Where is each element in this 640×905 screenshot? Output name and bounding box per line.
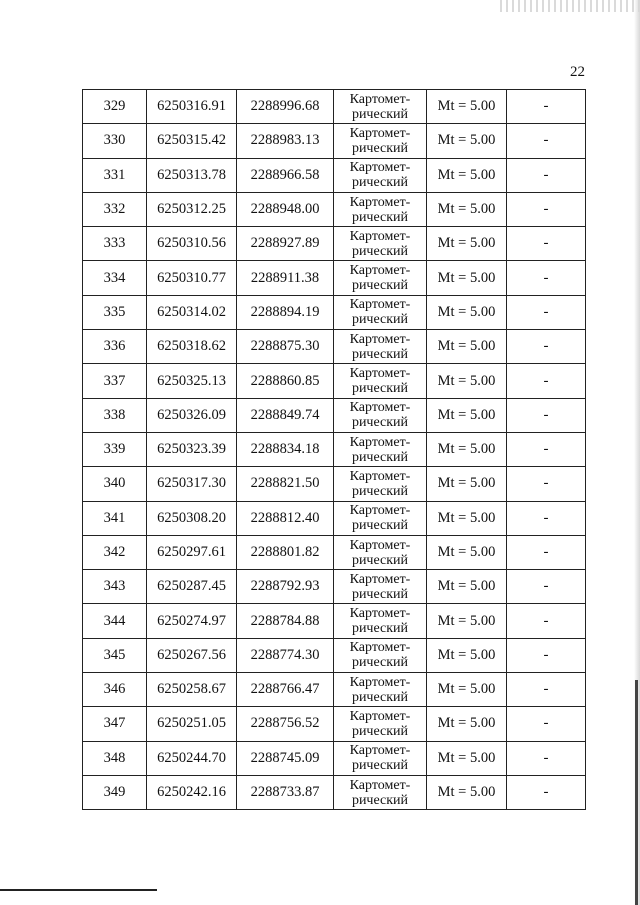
coordinate-x-cell: 6250267.56 — [147, 638, 237, 672]
coordinate-y-cell: 2288774.30 — [237, 638, 334, 672]
method-label-line-2: рический — [351, 758, 409, 774]
table-row — [83, 364, 586, 398]
method-cell — [334, 775, 427, 809]
scan-header-noise — [500, 0, 640, 12]
coordinate-y-cell: 2288849.74 — [237, 398, 334, 432]
method-label-line-2: рический — [351, 140, 409, 156]
coordinate-y-cell: 2288875.30 — [237, 330, 334, 364]
method-cell — [334, 741, 427, 775]
method-label-line-1: Картомет- — [349, 400, 411, 416]
method-label-line-2: рический — [351, 723, 409, 739]
note-cell: - — [507, 158, 586, 192]
note-cell: - — [507, 398, 586, 432]
table-row — [83, 192, 586, 226]
accuracy-cell: Mt = 5.00 — [427, 467, 507, 501]
method-cell — [334, 158, 427, 192]
method-cell — [334, 535, 427, 569]
method-label-line-1: Картомет- — [349, 297, 411, 313]
note-cell: - — [507, 124, 586, 158]
point-number-cell: 346 — [83, 673, 147, 707]
coordinate-x-cell: 6250308.20 — [147, 501, 237, 535]
point-number-cell: 339 — [83, 432, 147, 466]
note-cell: - — [507, 501, 586, 535]
method-label-line-2: рический — [351, 449, 409, 465]
method-cell — [334, 432, 427, 466]
table-row — [83, 227, 586, 261]
coordinate-x-cell: 6250314.02 — [147, 295, 237, 329]
method-label-line-1: Картомет- — [349, 503, 411, 519]
point-number-cell: 349 — [83, 775, 147, 809]
method-label-line-2: рический — [351, 518, 409, 534]
method-label-line-1: Картомет- — [349, 708, 411, 724]
coordinate-y-cell: 2288983.13 — [237, 124, 334, 158]
method-label-line-1: Картомет- — [349, 606, 411, 622]
accuracy-cell: Mt = 5.00 — [427, 398, 507, 432]
coordinate-y-cell: 2288948.00 — [237, 192, 334, 226]
note-cell: - — [507, 467, 586, 501]
point-number-cell: 330 — [83, 124, 147, 158]
method-cell — [334, 364, 427, 398]
coordinate-y-cell: 2288860.85 — [237, 364, 334, 398]
coordinate-y-cell: 2288821.50 — [237, 467, 334, 501]
coordinates-table — [82, 89, 586, 810]
accuracy-cell: Mt = 5.00 — [427, 741, 507, 775]
coordinate-y-cell: 2288911.38 — [237, 261, 334, 295]
accuracy-cell: Mt = 5.00 — [427, 432, 507, 466]
coordinate-x-cell: 6250313.78 — [147, 158, 237, 192]
point-number-cell: 331 — [83, 158, 147, 192]
method-label-line-1: Картомет- — [349, 640, 411, 656]
point-number-cell: 342 — [83, 535, 147, 569]
coordinate-x-cell: 6250251.05 — [147, 707, 237, 741]
note-cell: - — [507, 535, 586, 569]
coordinate-y-cell: 2288996.68 — [237, 90, 334, 124]
method-label-line-2: рический — [351, 175, 409, 191]
method-cell — [334, 90, 427, 124]
method-label-line-2: рический — [351, 346, 409, 362]
method-label-line-1: Картомет- — [349, 571, 411, 587]
method-label-line-1: Картомет- — [349, 160, 411, 176]
accuracy-cell: Mt = 5.00 — [427, 90, 507, 124]
table-row — [83, 467, 586, 501]
accuracy-cell: Mt = 5.00 — [427, 227, 507, 261]
coordinates-table-body — [83, 90, 586, 810]
coordinate-y-cell: 2288745.09 — [237, 741, 334, 775]
note-cell: - — [507, 330, 586, 364]
method-label-line-1: Картомет- — [349, 194, 411, 210]
accuracy-cell: Mt = 5.00 — [427, 124, 507, 158]
coordinate-y-cell: 2288812.40 — [237, 501, 334, 535]
point-number-cell: 338 — [83, 398, 147, 432]
note-cell: - — [507, 570, 586, 604]
point-number-cell: 336 — [83, 330, 147, 364]
method-label-line-2: рический — [351, 106, 409, 122]
method-label-line-1: Картомет- — [349, 674, 411, 690]
note-cell: - — [507, 604, 586, 638]
note-cell: - — [507, 741, 586, 775]
method-label-line-2: рический — [351, 586, 409, 602]
method-label-line-1: Картомет- — [349, 263, 411, 279]
coordinate-y-cell: 2288966.58 — [237, 158, 334, 192]
accuracy-cell: Mt = 5.00 — [427, 638, 507, 672]
method-cell — [334, 570, 427, 604]
table-row — [83, 741, 586, 775]
method-cell — [334, 398, 427, 432]
table-row — [83, 295, 586, 329]
method-label-line-1: Картомет- — [349, 366, 411, 382]
coordinate-y-cell: 2288834.18 — [237, 432, 334, 466]
note-cell: - — [507, 775, 586, 809]
coordinate-x-cell: 6250325.13 — [147, 364, 237, 398]
table-row — [83, 501, 586, 535]
method-label-line-1: Картомет- — [349, 537, 411, 553]
coordinate-y-cell: 2288792.93 — [237, 570, 334, 604]
coordinate-x-cell: 6250274.97 — [147, 604, 237, 638]
table-row — [83, 604, 586, 638]
point-number-cell: 340 — [83, 467, 147, 501]
point-number-cell: 343 — [83, 570, 147, 604]
point-number-cell: 334 — [83, 261, 147, 295]
accuracy-cell: Mt = 5.00 — [427, 604, 507, 638]
accuracy-cell: Mt = 5.00 — [427, 673, 507, 707]
method-label-line-2: рический — [351, 243, 409, 259]
coordinate-x-cell: 6250316.91 — [147, 90, 237, 124]
table-row — [83, 158, 586, 192]
method-cell — [334, 295, 427, 329]
coordinate-y-cell: 2288766.47 — [237, 673, 334, 707]
method-label-line-1: Картомет- — [349, 468, 411, 484]
note-cell: - — [507, 261, 586, 295]
point-number-cell: 332 — [83, 192, 147, 226]
method-label-line-1: Картомет- — [349, 434, 411, 450]
point-number-cell: 348 — [83, 741, 147, 775]
footer-line — [0, 889, 157, 891]
point-number-cell: 347 — [83, 707, 147, 741]
scan-edge-mark — [635, 680, 638, 905]
method-cell — [334, 501, 427, 535]
coordinate-y-cell: 2288894.19 — [237, 295, 334, 329]
table-row — [83, 775, 586, 809]
note-cell: - — [507, 707, 586, 741]
point-number-cell: 341 — [83, 501, 147, 535]
table-row — [83, 398, 586, 432]
point-number-cell: 335 — [83, 295, 147, 329]
table-row — [83, 570, 586, 604]
coordinate-x-cell: 6250242.16 — [147, 775, 237, 809]
note-cell: - — [507, 364, 586, 398]
method-cell — [334, 638, 427, 672]
point-number-cell: 337 — [83, 364, 147, 398]
coordinate-x-cell: 6250258.67 — [147, 673, 237, 707]
table-row — [83, 535, 586, 569]
method-label-line-2: рический — [351, 621, 409, 637]
method-cell — [334, 467, 427, 501]
method-label-line-1: Картомет- — [349, 125, 411, 141]
table-row — [83, 638, 586, 672]
note-cell: - — [507, 227, 586, 261]
method-label-line-2: рический — [351, 209, 409, 225]
coordinate-y-cell: 2288733.87 — [237, 775, 334, 809]
accuracy-cell: Mt = 5.00 — [427, 535, 507, 569]
accuracy-cell: Mt = 5.00 — [427, 158, 507, 192]
coordinate-x-cell: 6250326.09 — [147, 398, 237, 432]
coordinate-y-cell: 2288756.52 — [237, 707, 334, 741]
coordinate-x-cell: 6250310.77 — [147, 261, 237, 295]
method-label-line-2: рический — [351, 689, 409, 705]
coordinate-x-cell: 6250315.42 — [147, 124, 237, 158]
method-label-line-1: Картомет- — [349, 331, 411, 347]
table-row — [83, 330, 586, 364]
note-cell: - — [507, 192, 586, 226]
table-row — [83, 261, 586, 295]
coordinate-x-cell: 6250244.70 — [147, 741, 237, 775]
coordinate-x-cell: 6250312.25 — [147, 192, 237, 226]
point-number-cell: 345 — [83, 638, 147, 672]
table-row — [83, 432, 586, 466]
note-cell: - — [507, 295, 586, 329]
method-cell — [334, 227, 427, 261]
note-cell: - — [507, 90, 586, 124]
coordinate-y-cell: 2288927.89 — [237, 227, 334, 261]
method-cell — [334, 604, 427, 638]
coordinate-y-cell: 2288784.88 — [237, 604, 334, 638]
coordinate-x-cell: 6250310.56 — [147, 227, 237, 261]
coordinate-y-cell: 2288801.82 — [237, 535, 334, 569]
coordinate-x-cell: 6250323.39 — [147, 432, 237, 466]
method-label-line-2: рический — [351, 381, 409, 397]
table-row — [83, 124, 586, 158]
method-cell — [334, 261, 427, 295]
method-label-line-1: Картомет- — [349, 91, 411, 107]
coordinate-x-cell: 6250318.62 — [147, 330, 237, 364]
table-row — [83, 673, 586, 707]
table-row — [83, 707, 586, 741]
method-label-line-2: рический — [351, 415, 409, 431]
method-cell — [334, 124, 427, 158]
method-label-line-1: Картомет- — [349, 743, 411, 759]
note-cell: - — [507, 638, 586, 672]
table-row — [83, 90, 586, 124]
method-cell — [334, 673, 427, 707]
coordinate-x-cell: 6250297.61 — [147, 535, 237, 569]
accuracy-cell: Mt = 5.00 — [427, 330, 507, 364]
accuracy-cell: Mt = 5.00 — [427, 192, 507, 226]
accuracy-cell: Mt = 5.00 — [427, 707, 507, 741]
accuracy-cell: Mt = 5.00 — [427, 775, 507, 809]
method-label-line-1: Картомет- — [349, 777, 411, 793]
point-number-cell: 333 — [83, 227, 147, 261]
method-label-line-2: рический — [351, 792, 409, 808]
method-label-line-2: рический — [351, 655, 409, 671]
method-label-line-2: рический — [351, 312, 409, 328]
accuracy-cell: Mt = 5.00 — [427, 261, 507, 295]
method-label-line-1: Картомет- — [349, 228, 411, 244]
method-label-line-2: рический — [351, 483, 409, 499]
method-label-line-2: рический — [351, 552, 409, 568]
accuracy-cell: Mt = 5.00 — [427, 501, 507, 535]
page-number: 22 — [570, 64, 585, 80]
accuracy-cell: Mt = 5.00 — [427, 295, 507, 329]
coordinate-x-cell: 6250287.45 — [147, 570, 237, 604]
method-label-line-2: рический — [351, 278, 409, 294]
accuracy-cell: Mt = 5.00 — [427, 364, 507, 398]
note-cell: - — [507, 432, 586, 466]
coordinate-x-cell: 6250317.30 — [147, 467, 237, 501]
note-cell: - — [507, 673, 586, 707]
method-cell — [334, 330, 427, 364]
method-cell — [334, 192, 427, 226]
point-number-cell: 344 — [83, 604, 147, 638]
accuracy-cell: Mt = 5.00 — [427, 570, 507, 604]
method-cell — [334, 707, 427, 741]
point-number-cell: 329 — [83, 90, 147, 124]
